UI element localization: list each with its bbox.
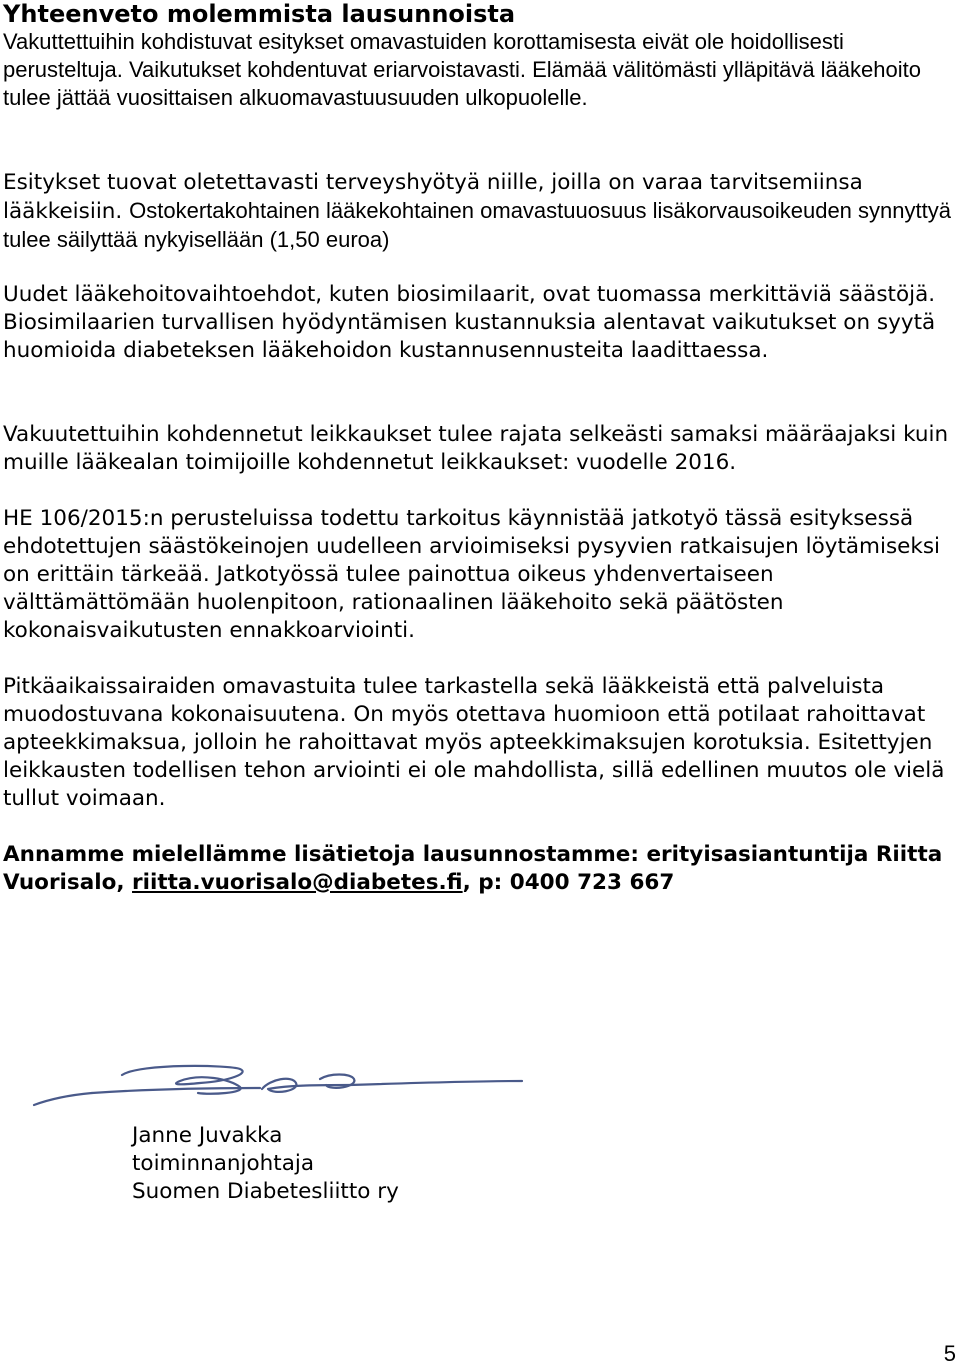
signer-name: Janne Juvakka [132,1123,283,1148]
signer-title: toiminnanjohtaja [132,1151,315,1176]
page-number: 5 [943,1341,956,1366]
paragraph-copayment-proposals: Vakuttettuihin kohdistuvat esitykset omavastuiden korottamisesta eivät ole hoidollisesti perusteltuja. Vaikutukset kohdentuvat eriarvoistavasti. Elämää välitömästi ylläpitävä lääkehoito tulee jättää vuosittaisen alkuomavastuusuuden ulkopuolelle. [3,29,921,110]
paragraph-follow-up-work: HE 106/2015:n perusteluissa todettu tarkoitus käynnistää jatkotyö tässä esityksessä ehdotettujen säästökeinojen uudelleen arvioimiseksi pysyvien ratkaisujen löytämiseksi on erittäin tärkeää. Jatkotyössä tulee painottua oikeus yhdenvertaiseen välttämättömään huolenpitoon, rationaalinen lääkehoito sekä päätösten kokonaisvaikutusten ennakkoarviointi. [3,506,941,643]
section-heading: Yhteenveto molemmista lausunnoista [3,0,516,28]
signer-block [132,1122,399,1206]
paragraph-health-benefits [3,169,958,255]
paragraph-biosimilars: Uudet lääkehoitovaihtoehdot, kuten biosimilaarit, ovat tuomassa merkittäviä säästöjä. Biosimilaarien turvallisen hyödyntämisen kustannuksia alentavat vaikutukset on syytä huomioida diabeteksen lääkehoidon kustannusennusteita laadittaessa. [3,282,936,363]
contact-email-link[interactable]: riitta.vuorisalo@diabetes.fi [132,870,463,895]
contact-info [3,841,958,897]
signer-organization: Suomen Diabetesliitto ry [132,1179,399,1204]
paragraph-chronic-patients: Pitkäaikaissairaiden omavastuita tulee tarkastella sekä lääkkeistä että palveluista muodostuvana kokonaisuutena. On myös otettava huomioon että potilaat rahoittavat apteekkimaksua, jolloin he rahoittavat myös apteekkimaksujen korotuksia. Esitettyjen leikkausten todellisen tehon arviointi ei ole mahdollista, sillä edellinen muutos ole vielä tullut voimaan. [3,674,945,811]
paragraph-health-benefits-part2: Ostokertakohtainen lääkekohtainen omavastuuosuus lisäkorvausoikeuden synnyttyä tulee säilyttää nykyisellään (1,50 euroa) [3,198,951,252]
contact-prefix: Annamme mielellämme lisätietoja lausunnostamme: erityisasiantuntija Riitta Vuorisalo, [3,842,943,895]
paragraph-health-benefits-part1: Esitykset tuovat oletettavasti terveyshyötyä niille, joilla on varaa tarvitsemiinsa lääkkeisiin. [3,170,863,224]
handwritten-signature [30,1055,530,1115]
contact-suffix: , p: 0400 723 667 [462,870,675,895]
paragraph-cuts-timeframe: Vakuutettuihin kohdennetut leikkaukset tulee rajata selkeästi samaksi määräajaksi kuin muille lääkealan toimijoille kohdennetut leikkaukset: vuodelle 2016. [3,422,949,475]
